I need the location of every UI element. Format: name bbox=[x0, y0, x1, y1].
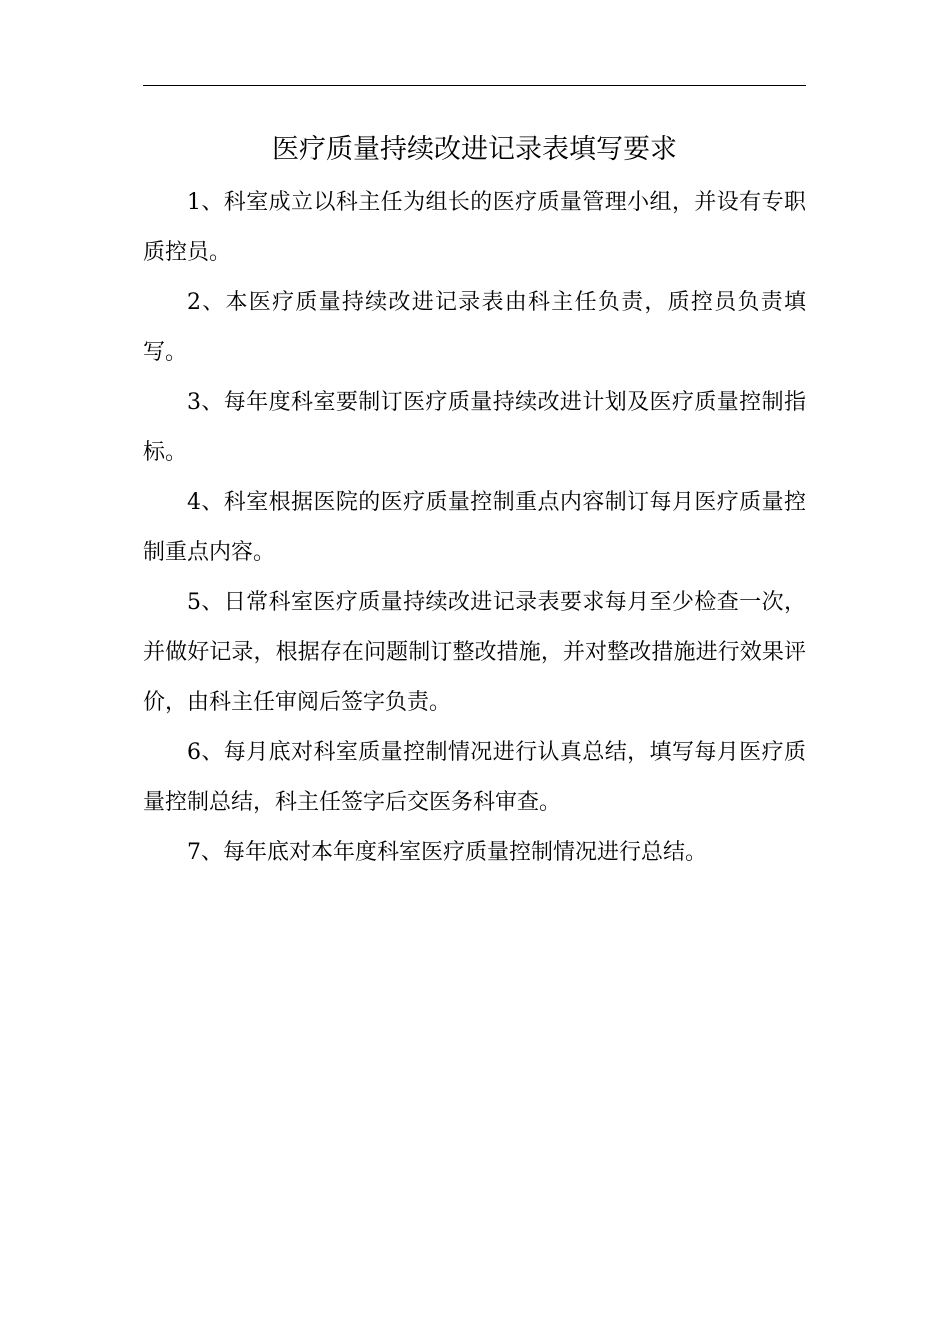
document-body bbox=[143, 178, 806, 878]
requirement-paragraph-2: 2、本医疗质量持续改进记录表由科主任负责，质控员负责填写。 bbox=[143, 290, 806, 365]
requirement-paragraph-4: 4、科室根据医院的医疗质量控制重点内容制订每月医疗质量控制重点内容。 bbox=[143, 490, 806, 565]
requirement-paragraph-6: 6、每月底对科室质量控制情况进行认真总结，填写每月医疗质量控制总结，科主任签字后交医务科审查。 bbox=[143, 740, 806, 815]
document-title: 医疗质量持续改进记录表填写要求 bbox=[272, 134, 677, 165]
requirement-paragraph-1: 1、科室成立以科主任为组长的医疗质量管理小组，并设有专职质控员。 bbox=[143, 190, 806, 265]
requirement-paragraph-7: 7、每年底对本年度科室医疗质量控制情况进行总结。 bbox=[187, 840, 707, 865]
requirement-paragraph-5: 5、日常科室医疗质量持续改进记录表要求每月至少检查一次，并做好记录，根据存在问题制订整改措施，并对整改措施进行效果评价，由科主任审阅后签字负责。 bbox=[143, 590, 806, 715]
header-rule bbox=[143, 85, 806, 86]
requirement-paragraph-3: 3、每年度科室要制订医疗质量持续改进计划及医疗质量控制指标。 bbox=[143, 390, 806, 465]
